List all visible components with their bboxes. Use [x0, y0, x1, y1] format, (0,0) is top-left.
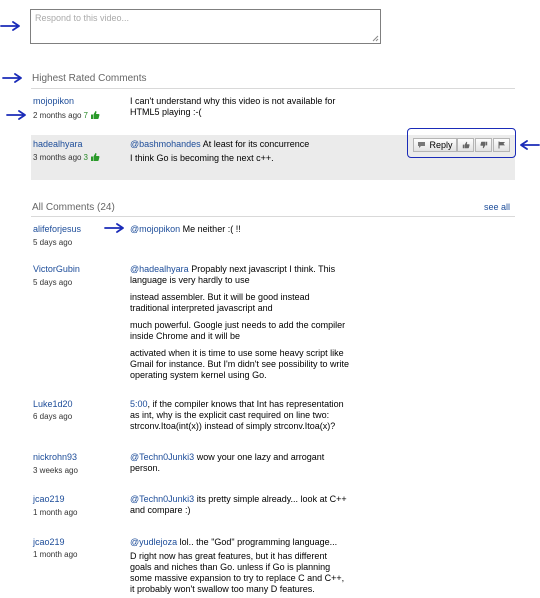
- comment-text: @Techn0Junki3 wow your one lazy and arrogant person.: [130, 452, 325, 473]
- section-divider: [31, 88, 515, 89]
- comment-time: 3 weeks ago: [33, 466, 78, 475]
- mention-link[interactable]: @Techn0Junki3: [130, 452, 195, 462]
- mention-link[interactable]: @mojopikon: [130, 224, 181, 234]
- comment-author[interactable]: nickrohn93: [33, 452, 78, 462]
- comment-text: @yudlejoza lol.. the "God" programming language... D right now has great features, but it has different goals and niches than Go. unless if Go is planning some massive expansion to try to replace C and C++, it probably won't swallow too many D features.: [130, 537, 345, 594]
- thumbs-up-icon: [462, 141, 470, 149]
- comment-time: 3 months ago: [33, 152, 82, 162]
- comment-text: @hadealhyara Propably next javascript I think. This language is very hardly to use instead assembler. But it will be good instead traditional interpreted javascript and much powerful. Google just needs to add the compiler inside Chrome and it will be activated when it is time to use some heavy script like Gmail for instance. But I'm didn't see possibility to write operating system kernel using Go.: [130, 264, 350, 380]
- mention-link[interactable]: @hadealhyara: [130, 264, 189, 274]
- comment-text: @mojopikon Me neither :( !!: [130, 224, 241, 234]
- comment-author[interactable]: mojopikon: [33, 96, 75, 106]
- see-all-link[interactable]: see all: [484, 202, 511, 212]
- thumbs-up-icon: [90, 152, 100, 162]
- resize-grip-icon[interactable]: [372, 35, 379, 42]
- speech-bubble-icon: [417, 141, 426, 149]
- like-count: 7: [83, 110, 88, 120]
- comment-actions: [407, 128, 516, 158]
- annotation-arrow-icon: [2, 73, 24, 83]
- like-count: 3: [83, 152, 88, 162]
- comment-author[interactable]: Luke1d20: [33, 399, 73, 409]
- respond-input[interactable]: [31, 10, 380, 43]
- comment-time: 5 days ago: [33, 278, 73, 287]
- comment-time: 1 month ago: [33, 550, 78, 559]
- comment-author[interactable]: alifeforjesus: [33, 224, 82, 234]
- comment-meta: [33, 152, 100, 162]
- comment-time: 1 month ago: [33, 508, 78, 517]
- reply-button[interactable]: [413, 138, 457, 152]
- comment-author[interactable]: jcao219: [33, 537, 65, 547]
- annotation-arrow-icon: [0, 21, 22, 31]
- flag-icon: [498, 141, 506, 149]
- comment-author[interactable]: VictorGubin: [33, 264, 80, 274]
- comment-text: @bashmohandes At least for its concurrence I think Go is becoming the next c++.: [130, 139, 310, 163]
- comment-time: 5 days ago: [33, 238, 73, 247]
- respond-box[interactable]: [30, 9, 381, 44]
- timestamp-link[interactable]: 5:00: [130, 399, 148, 409]
- highest-rated-heading: Highest Rated Comments: [32, 73, 147, 84]
- mention-link[interactable]: @bashmohandes: [130, 139, 201, 149]
- like-button[interactable]: [457, 138, 474, 152]
- comment-time: 6 days ago: [33, 412, 73, 421]
- mention-link[interactable]: @Techn0Junki3: [130, 494, 195, 504]
- comment-author[interactable]: hadealhyara: [33, 139, 83, 149]
- dislike-button[interactable]: [475, 138, 492, 152]
- comment-text: I can't understand why this video is not available for HTML5 playing :-(: [130, 96, 336, 117]
- comment-time: 2 months ago: [33, 110, 82, 120]
- annotation-arrow-icon: [518, 140, 540, 150]
- thumbs-up-icon: [90, 110, 100, 120]
- comment-meta: [33, 110, 100, 120]
- all-comments-heading: All Comments (24): [32, 202, 115, 213]
- flag-button[interactable]: [493, 138, 510, 152]
- annotation-arrow-icon: [6, 110, 28, 120]
- thumbs-down-icon: [480, 141, 488, 149]
- comment-text: 5:00, if the compiler knows that Int has representation as int, why is the explicit cast required on line two: strconv.Itoa(int(x)) instead of simply strconv.Itoa(x)?: [130, 399, 344, 431]
- comment-author[interactable]: jcao219: [33, 494, 65, 504]
- comment-text: @Techn0Junki3 its pretty simple already... look at C++ and compare :): [130, 494, 347, 515]
- section-divider: [31, 216, 515, 217]
- annotation-arrow-icon: [104, 223, 126, 233]
- mention-link[interactable]: @yudlejoza: [130, 537, 178, 547]
- reply-label: Reply: [429, 140, 453, 150]
